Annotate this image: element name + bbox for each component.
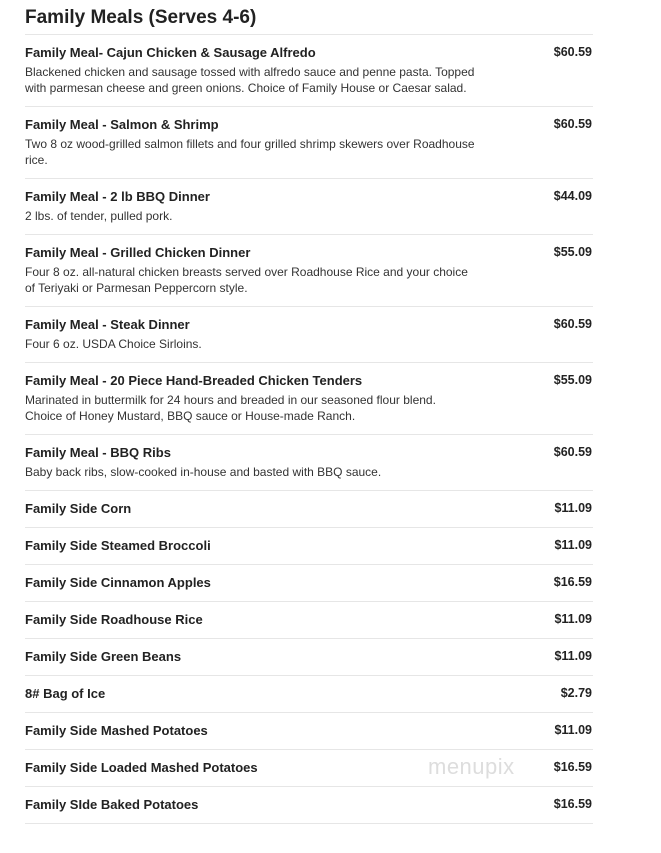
menu-item [25, 491, 593, 528]
menu-item-description: Four 8 oz. all-natural chicken breasts served over Roadhouse Rice and your choice of Teriyaki or Parmesan Peppercorn style. [25, 265, 468, 295]
menu-item [25, 35, 593, 107]
menu-item-name: Family Side Roadhouse Rice [25, 612, 203, 627]
menu-item-header [25, 759, 593, 776]
menu-item-header [25, 116, 593, 133]
menu-item-description: 2 lbs. of tender, pulled pork. [25, 209, 173, 223]
menu-item-price: $60.59 [553, 117, 592, 131]
menu-item-header [25, 537, 593, 554]
menu-page [25, 0, 593, 824]
menu-item [25, 235, 593, 307]
menu-item-name: Family Side Steamed Broccoli [25, 538, 211, 553]
menu-item-header [25, 796, 593, 813]
menu-item [25, 713, 593, 750]
menu-item-price: $55.09 [553, 373, 592, 387]
menu-item-header [25, 648, 593, 665]
menu-item [25, 750, 593, 787]
menu-item [25, 307, 593, 363]
watermark-logo: menupix [428, 754, 515, 779]
menu-item-price: $11.09 [554, 612, 592, 626]
menu-item-name: Family Side Green Beans [25, 649, 182, 664]
menu-item-price: $60.59 [553, 445, 592, 459]
menu-item-header [25, 444, 593, 461]
menu-item-price: $60.59 [553, 317, 592, 331]
menu-item-price: $2.79 [560, 686, 592, 700]
menu-item [25, 676, 593, 713]
menu-item-description: Marinated in buttermilk for 24 hours and breaded in our seasoned flour blend. Choice of Honey Mustard, BBQ sauce or House-made Ranch. [25, 393, 436, 423]
menu-item-price: $16.59 [553, 760, 592, 774]
menu-item [25, 435, 593, 491]
menu-item-header [25, 372, 593, 389]
menu-item-price: $11.09 [554, 649, 592, 663]
menu-item-header [25, 244, 593, 261]
menu-item-name: 8# Bag of Ice [25, 686, 106, 701]
menu-item-name: Family Meal - Salmon & Shrimp [25, 117, 219, 132]
menu-item [25, 363, 593, 435]
menu-item [25, 602, 593, 639]
menu-item-price: $60.59 [553, 45, 592, 59]
menu-item-price: $11.09 [554, 538, 592, 552]
menu-list [25, 35, 593, 824]
menu-item [25, 528, 593, 565]
section-title: Family Meals (Serves 4-6) [25, 7, 593, 35]
menu-item-price: $55.09 [553, 245, 592, 259]
menu-item-price: $16.59 [553, 575, 592, 589]
menu-item-price: $44.09 [553, 189, 592, 203]
menu-item-header [25, 574, 593, 591]
menu-item-name: Family Meal- Cajun Chicken & Sausage Alfredo [25, 45, 316, 60]
menu-item-header [25, 44, 593, 61]
menu-item-name: Family Side Mashed Potatoes [25, 723, 208, 738]
menu-item-header [25, 722, 593, 739]
menu-item-price: $16.59 [553, 797, 592, 811]
menu-item-name: Family Meal - 20 Piece Hand-Breaded Chicken Tenders [25, 373, 363, 388]
menu-item-description: Two 8 oz wood-grilled salmon fillets and four grilled shrimp skewers over Roadhouse rice. [25, 137, 475, 167]
menu-item-name: Family Meal - BBQ Ribs [25, 445, 171, 460]
menu-item-price: $11.09 [554, 501, 592, 515]
menu-item-header [25, 685, 593, 702]
menu-item [25, 179, 593, 235]
menu-item-header [25, 611, 593, 628]
menu-item-description: Blackened chicken and sausage tossed with alfredo sauce and penne pasta. Topped with parmesan cheese and green onions. Choice of Family House or Caesar salad. [25, 65, 475, 95]
menu-item [25, 639, 593, 676]
menu-item-name: Family Meal - Grilled Chicken Dinner [25, 245, 251, 260]
menu-item-name: Family Side Corn [25, 501, 132, 516]
menu-item-header [25, 188, 593, 205]
menu-item [25, 565, 593, 602]
menu-item-name: Family Side Cinnamon Apples [25, 575, 211, 590]
menu-item-price: $11.09 [554, 723, 592, 737]
menu-item-description: Four 6 oz. USDA Choice Sirloins. [25, 337, 202, 351]
menu-item-name: Family SIde Baked Potatoes [25, 797, 199, 812]
menu-item [25, 787, 593, 824]
menu-item-name: Family Meal - 2 lb BBQ Dinner [25, 189, 210, 204]
menu-item-description: Baby back ribs, slow-cooked in-house and basted with BBQ sauce. [25, 465, 382, 479]
menu-item-header [25, 316, 593, 333]
menu-item-header [25, 500, 593, 517]
menu-item-name: Family Meal - Steak Dinner [25, 317, 190, 332]
menu-item [25, 107, 593, 179]
menu-item-name: Family Side Loaded Mashed Potatoes [25, 760, 258, 775]
